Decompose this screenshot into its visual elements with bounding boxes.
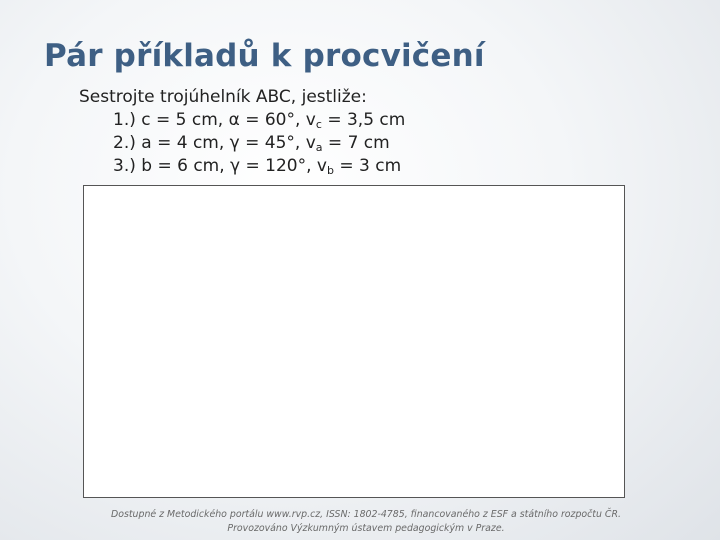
task-item-text: 3.) b = 6 cm, γ = 120°, v bbox=[113, 156, 327, 176]
task-item-text: = 3 cm bbox=[333, 156, 402, 176]
task-item-text: = 3,5 cm bbox=[321, 110, 406, 130]
task-item-2 bbox=[113, 132, 405, 155]
task-item-3 bbox=[113, 155, 405, 178]
task-item-subscript: c bbox=[315, 118, 322, 131]
footer-line-1: Dostupné z Metodického portálu www.rvp.cz, ISSN: 1802-4785, financovaného z ESF a státního rozpočtu ČR. bbox=[111, 509, 621, 520]
task-item-text: = 7 cm bbox=[322, 133, 390, 153]
footer bbox=[96, 508, 636, 536]
task-item-subscript: b bbox=[326, 164, 334, 177]
slide-title: Pár příkladů k procvičení bbox=[44, 38, 485, 74]
task-item-1 bbox=[113, 109, 405, 132]
task-block bbox=[79, 86, 405, 178]
task-item-text: 2.) a = 4 cm, γ = 45°, v bbox=[113, 133, 316, 153]
footer-line-2: Provozováno Výzkumným ústavem pedagogickým v Praze. bbox=[227, 523, 505, 534]
task-intro: Sestrojte trojúhelník ABC, jestliže: bbox=[79, 87, 367, 107]
drawing-area bbox=[83, 185, 625, 498]
task-item-subscript: a bbox=[315, 141, 323, 154]
task-item-text: 1.) c = 5 cm, α = 60°, v bbox=[113, 110, 316, 130]
